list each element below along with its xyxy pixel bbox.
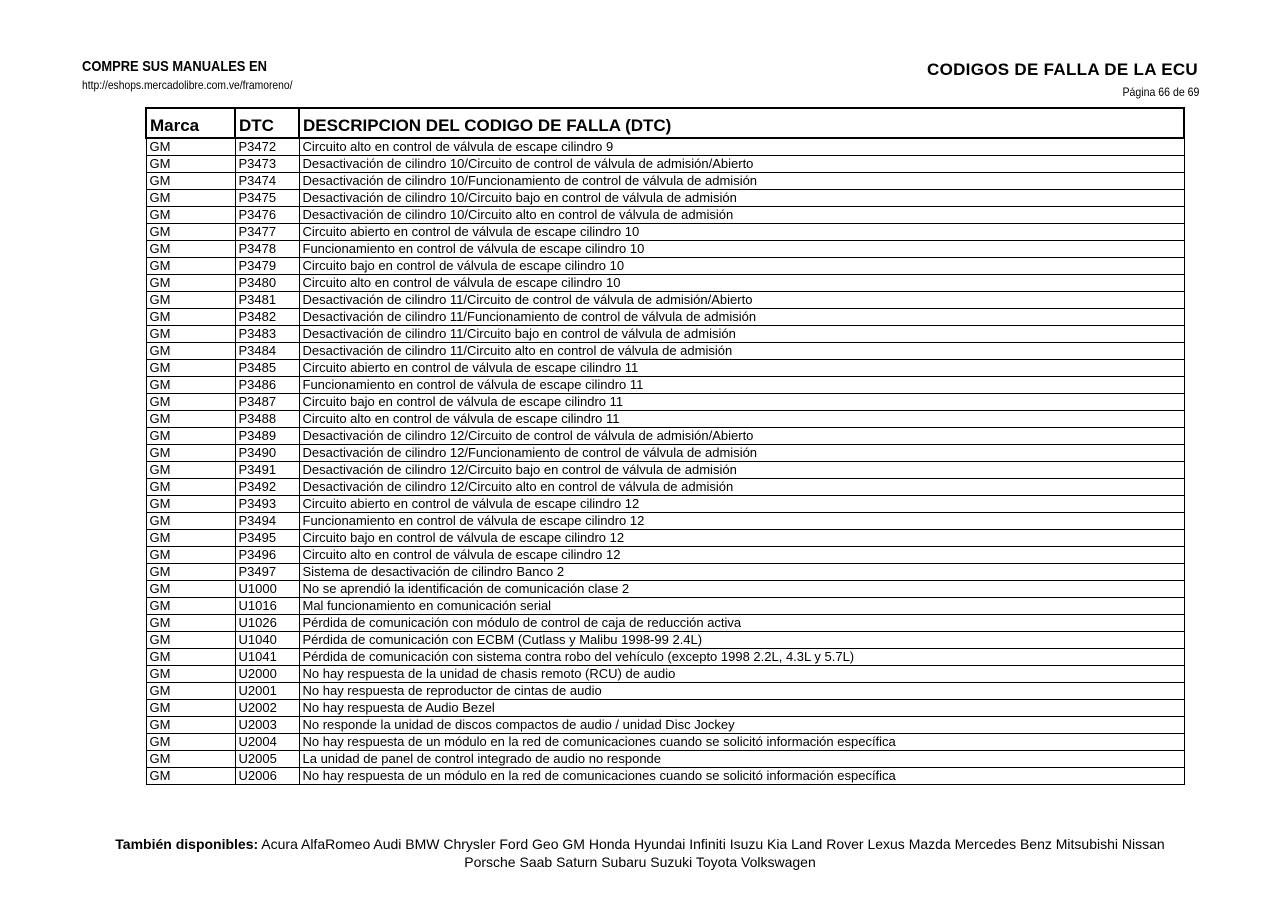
table-row	[146, 683, 1184, 700]
cell-marca: GM	[146, 445, 235, 462]
cell-descripcion: Circuito alto en control de válvula de escape cilindro 11	[299, 411, 1184, 428]
cell-dtc: P3482	[235, 309, 299, 326]
cell-marca: GM	[146, 292, 235, 309]
cell-dtc: P3495	[235, 530, 299, 547]
table-row	[146, 496, 1184, 513]
cell-dtc: P3477	[235, 224, 299, 241]
document-title: CODIGOS DE FALLA DE LA ECU	[927, 60, 1198, 79]
cell-dtc: U1016	[235, 598, 299, 615]
cell-dtc: P3483	[235, 326, 299, 343]
cell-marca: GM	[146, 598, 235, 615]
footer-brands-line1: Acura AlfaRomeo Audi BMW Chrysler Ford Geo GM Honda Hyundai Infiniti Isuzu Kia Land Rover Lexus Mazda Mercedes Benz Mitsubishi Nissan	[258, 836, 1165, 852]
table-row	[146, 479, 1184, 496]
cell-descripcion: Desactivación de cilindro 11/Circuito bajo en control de válvula de admisión	[299, 326, 1184, 343]
cell-dtc: P3490	[235, 445, 299, 462]
column-header-marca: Marca	[146, 108, 235, 138]
cell-dtc: P3484	[235, 343, 299, 360]
cell-marca: GM	[146, 564, 235, 581]
cell-marca: GM	[146, 343, 235, 360]
table-row	[146, 309, 1184, 326]
table-row	[146, 241, 1184, 258]
cell-dtc: P3497	[235, 564, 299, 581]
cell-descripcion: Pérdida de comunicación con sistema contra robo del vehículo (excepto 1998 2.2L, 4.3L y 5.7L)	[299, 649, 1184, 666]
cell-dtc: U1040	[235, 632, 299, 649]
cell-marca: GM	[146, 513, 235, 530]
cell-marca: GM	[146, 138, 235, 156]
table-row	[146, 394, 1184, 411]
cell-descripcion: Desactivación de cilindro 11/Circuito de control de válvula de admisión/Abierto	[299, 292, 1184, 309]
table-row	[146, 428, 1184, 445]
cell-dtc: U2002	[235, 700, 299, 717]
table-row	[146, 258, 1184, 275]
cell-descripcion: No se aprendió la identificación de comunicación clase 2	[299, 581, 1184, 598]
cell-descripcion: Circuito alto en control de válvula de escape cilindro 9	[299, 138, 1184, 156]
cell-dtc: P3485	[235, 360, 299, 377]
cell-marca: GM	[146, 632, 235, 649]
table-row	[146, 530, 1184, 547]
cell-descripcion: Circuito alto en control de válvula de escape cilindro 10	[299, 275, 1184, 292]
footer-label: También disponibles:	[115, 836, 259, 852]
cell-dtc: P3473	[235, 156, 299, 173]
table-row	[146, 292, 1184, 309]
cell-descripcion: Funcionamiento en control de válvula de escape cilindro 10	[299, 241, 1184, 258]
table-row	[146, 581, 1184, 598]
cell-dtc: U1026	[235, 615, 299, 632]
cell-marca: GM	[146, 173, 235, 190]
table-row	[146, 173, 1184, 190]
cell-descripcion: Circuito abierto en control de válvula de escape cilindro 12	[299, 496, 1184, 513]
cell-marca: GM	[146, 751, 235, 768]
table-row	[146, 326, 1184, 343]
table-row	[146, 275, 1184, 292]
cell-descripcion: Circuito bajo en control de válvula de escape cilindro 12	[299, 530, 1184, 547]
cell-marca: GM	[146, 581, 235, 598]
cell-marca: GM	[146, 666, 235, 683]
footer-available-brands	[82, 835, 1198, 871]
cell-marca: GM	[146, 224, 235, 241]
cell-marca: GM	[146, 258, 235, 275]
cell-dtc: P3493	[235, 496, 299, 513]
cell-descripcion: No hay respuesta de reproductor de cintas de audio	[299, 683, 1184, 700]
table-row	[146, 751, 1184, 768]
cell-descripcion: Desactivación de cilindro 12/Circuito alto en control de válvula de admisión	[299, 479, 1184, 496]
cell-marca: GM	[146, 309, 235, 326]
cell-dtc: P3492	[235, 479, 299, 496]
table-row	[146, 156, 1184, 173]
cell-dtc: P3489	[235, 428, 299, 445]
cell-descripcion: Desactivación de cilindro 10/Circuito de control de válvula de admisión/Abierto	[299, 156, 1184, 173]
cell-descripcion: Funcionamiento en control de válvula de escape cilindro 11	[299, 377, 1184, 394]
cell-dtc: P3476	[235, 207, 299, 224]
cell-marca: GM	[146, 275, 235, 292]
table-row	[146, 598, 1184, 615]
cell-dtc: P3496	[235, 547, 299, 564]
cell-dtc: P3487	[235, 394, 299, 411]
cell-marca: GM	[146, 428, 235, 445]
table-row	[146, 547, 1184, 564]
cell-dtc: U2004	[235, 734, 299, 751]
header-shop-url[interactable]: http://eshops.mercadolibre.com.ve/framoreno/	[82, 78, 293, 92]
cell-descripcion: No hay respuesta de un módulo en la red de comunicaciones cuando se solicitó información específica	[299, 734, 1184, 751]
cell-descripcion: No hay respuesta de un módulo en la red de comunicaciones cuando se solicitó información específica	[299, 768, 1184, 785]
cell-dtc: P3478	[235, 241, 299, 258]
table-row	[146, 224, 1184, 241]
cell-descripcion: No hay respuesta de la unidad de chasis remoto (RCU) de audio	[299, 666, 1184, 683]
cell-descripcion: Desactivación de cilindro 11/Funcionamiento de control de válvula de admisión	[299, 309, 1184, 326]
cell-descripcion: La unidad de panel de control integrado de audio no responde	[299, 751, 1184, 768]
cell-marca: GM	[146, 768, 235, 785]
cell-dtc: U2003	[235, 717, 299, 734]
cell-marca: GM	[146, 394, 235, 411]
table-row	[146, 717, 1184, 734]
column-header-dtc: DTC	[235, 108, 299, 138]
cell-descripcion: Desactivación de cilindro 12/Circuito bajo en control de válvula de admisión	[299, 462, 1184, 479]
cell-dtc: P3481	[235, 292, 299, 309]
cell-dtc: P3488	[235, 411, 299, 428]
cell-marca: GM	[146, 649, 235, 666]
header-promo-title: COMPRE SUS MANUALES EN	[82, 58, 267, 75]
cell-descripcion: Desactivación de cilindro 12/Circuito de control de válvula de admisión/Abierto	[299, 428, 1184, 445]
cell-descripcion: Funcionamiento en control de válvula de escape cilindro 12	[299, 513, 1184, 530]
cell-dtc: U2005	[235, 751, 299, 768]
cell-marca: GM	[146, 462, 235, 479]
cell-dtc: U1000	[235, 581, 299, 598]
cell-descripcion: Circuito bajo en control de válvula de escape cilindro 11	[299, 394, 1184, 411]
table-row	[146, 768, 1184, 785]
cell-descripcion: Desactivación de cilindro 12/Funcionamiento de control de válvula de admisión	[299, 445, 1184, 462]
cell-descripcion: Desactivación de cilindro 10/Circuito alto en control de válvula de admisión	[299, 207, 1184, 224]
cell-marca: GM	[146, 156, 235, 173]
table-row	[146, 207, 1184, 224]
cell-descripcion: Pérdida de comunicación con ECBM (Cutlass y Malibu 1998-99 2.4L)	[299, 632, 1184, 649]
table-row	[146, 513, 1184, 530]
table-row	[146, 734, 1184, 751]
cell-dtc: P3479	[235, 258, 299, 275]
cell-dtc: P3475	[235, 190, 299, 207]
cell-dtc: U2000	[235, 666, 299, 683]
cell-marca: GM	[146, 479, 235, 496]
cell-descripcion: Circuito abierto en control de válvula de escape cilindro 11	[299, 360, 1184, 377]
table-row	[146, 411, 1184, 428]
cell-descripcion: Circuito abierto en control de válvula de escape cilindro 10	[299, 224, 1184, 241]
footer-brands-line2: Porsche Saab Saturn Subaru Suzuki Toyota Volkswagen	[464, 854, 816, 870]
table-row	[146, 666, 1184, 683]
cell-marca: GM	[146, 326, 235, 343]
cell-descripcion: Sistema de desactivación de cilindro Banco 2	[299, 564, 1184, 581]
table-row	[146, 445, 1184, 462]
table-row	[146, 377, 1184, 394]
table-row	[146, 190, 1184, 207]
table-row	[146, 462, 1184, 479]
table-row	[146, 700, 1184, 717]
cell-marca: GM	[146, 377, 235, 394]
cell-dtc: P3486	[235, 377, 299, 394]
cell-marca: GM	[146, 530, 235, 547]
dtc-table-header	[146, 108, 1184, 138]
cell-descripcion: Desactivación de cilindro 11/Circuito alto en control de válvula de admisión	[299, 343, 1184, 360]
table-row	[146, 138, 1184, 156]
cell-descripcion: Circuito bajo en control de válvula de escape cilindro 10	[299, 258, 1184, 275]
cell-dtc: P3494	[235, 513, 299, 530]
cell-descripcion: Pérdida de comunicación con módulo de control de caja de reducción activa	[299, 615, 1184, 632]
cell-descripcion: No responde la unidad de discos compactos de audio / unidad Disc Jockey	[299, 717, 1184, 734]
cell-dtc: P3474	[235, 173, 299, 190]
cell-dtc: P3491	[235, 462, 299, 479]
cell-marca: GM	[146, 207, 235, 224]
cell-descripcion: No hay respuesta de Audio Bezel	[299, 700, 1184, 717]
dtc-table-body	[146, 138, 1184, 785]
cell-marca: GM	[146, 615, 235, 632]
dtc-table	[145, 107, 1185, 785]
cell-marca: GM	[146, 411, 235, 428]
cell-descripcion: Circuito alto en control de válvula de escape cilindro 12	[299, 547, 1184, 564]
cell-dtc: P3480	[235, 275, 299, 292]
cell-dtc: U1041	[235, 649, 299, 666]
column-header-descripcion: DESCRIPCION DEL CODIGO DE FALLA (DTC)	[299, 108, 1184, 138]
cell-marca: GM	[146, 717, 235, 734]
cell-dtc: U2001	[235, 683, 299, 700]
table-row	[146, 360, 1184, 377]
cell-dtc: U2006	[235, 768, 299, 785]
table-row	[146, 649, 1184, 666]
cell-marca: GM	[146, 241, 235, 258]
cell-marca: GM	[146, 547, 235, 564]
table-row	[146, 343, 1184, 360]
page-number: Página 66 de 69	[1122, 85, 1199, 99]
cell-descripcion: Mal funcionamiento en comunicación serial	[299, 598, 1184, 615]
cell-marca: GM	[146, 360, 235, 377]
cell-dtc: P3472	[235, 138, 299, 156]
cell-descripcion: Desactivación de cilindro 10/Funcionamiento de control de válvula de admisión	[299, 173, 1184, 190]
cell-marca: GM	[146, 190, 235, 207]
cell-marca: GM	[146, 734, 235, 751]
cell-marca: GM	[146, 700, 235, 717]
cell-descripcion: Desactivación de cilindro 10/Circuito bajo en control de válvula de admisión	[299, 190, 1184, 207]
cell-marca: GM	[146, 683, 235, 700]
table-row	[146, 564, 1184, 581]
cell-marca: GM	[146, 496, 235, 513]
table-row	[146, 632, 1184, 649]
table-row	[146, 615, 1184, 632]
